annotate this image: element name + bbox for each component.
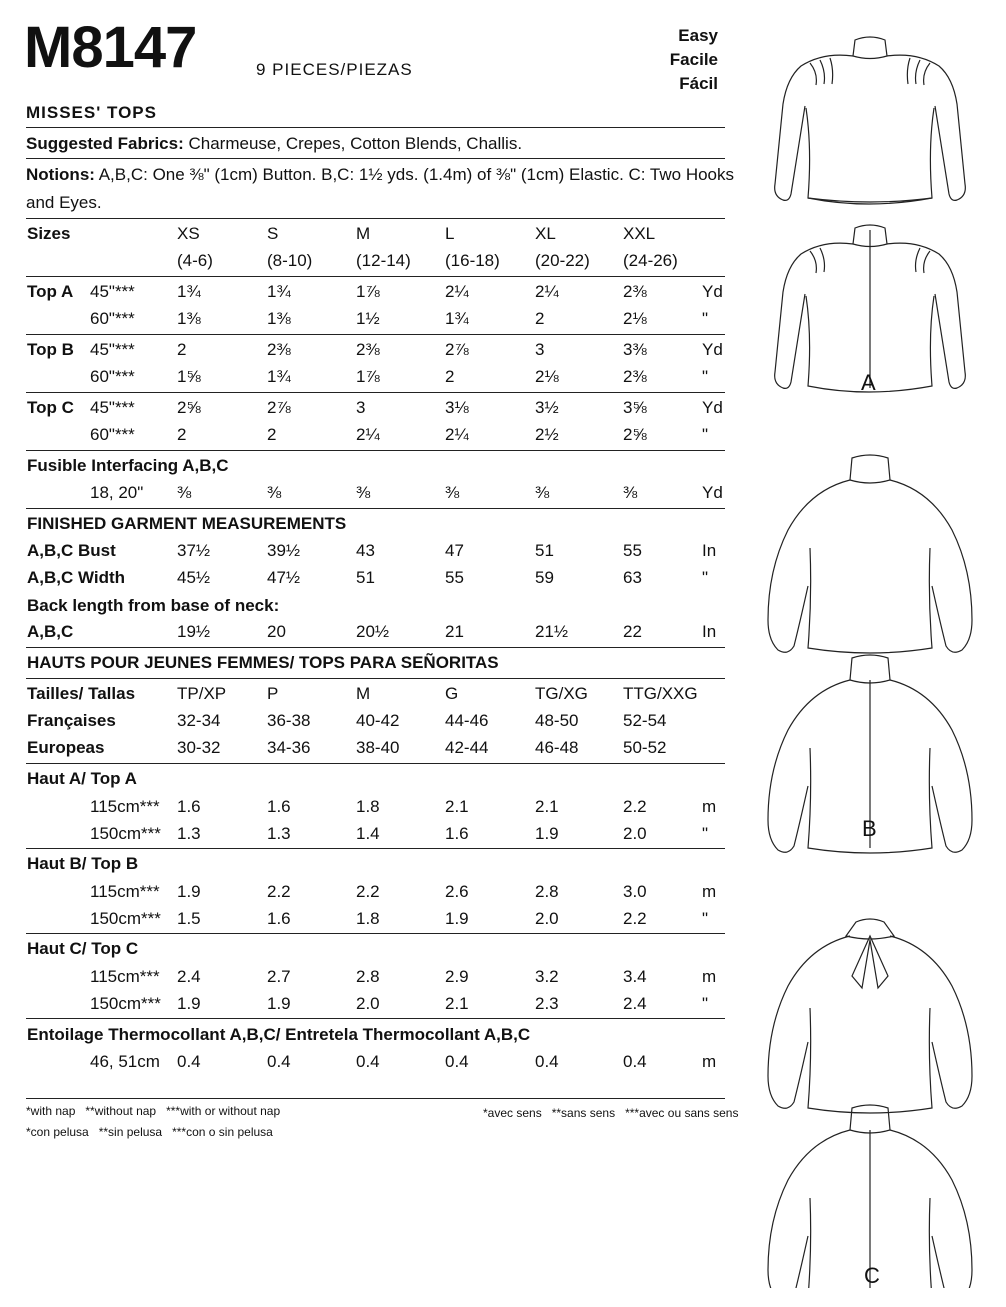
unit: Yd [702,483,723,502]
yardage-value-3: 1¾ [445,309,469,328]
yardage-value-1: 1¾ [267,367,291,386]
bust-value-5: 55 [623,541,642,560]
interfacing-value-3: ⅜ [445,483,460,502]
metric-value-4: 2.0 [535,909,559,928]
fabric-width: 60"*** [90,367,135,386]
footnote-en: *with nap **without nap ***with or without nap [26,1104,281,1118]
yardage-value-3: 3⅛ [445,398,469,417]
bust-value-4: 51 [535,541,554,560]
size-name: L [445,224,455,243]
unit: " [702,824,709,843]
metric-value-2: 1.8 [356,909,380,928]
metric-value-4: 1.9 [535,824,559,843]
unit: In [702,541,717,560]
metric-value-1: 1.3 [267,824,291,843]
europeas-value-4: 46-48 [535,738,579,757]
back-value-5: 22 [623,622,642,641]
fabric-width: 115cm*** [90,882,160,901]
unit: m [702,797,717,816]
metric-value-0: 1.9 [177,882,201,901]
francaises-value-3: 44-46 [445,711,489,730]
difficulty-en: Easy [678,26,718,45]
metric-value-5: 2.2 [623,909,647,928]
metric-value-3: 2.9 [445,967,469,986]
unit: Yd [702,398,723,417]
fabric-width: 115cm*** [90,967,160,986]
metric-value-4: 2.8 [535,882,559,901]
tailles-label: Tailles/ Tallas [27,684,136,703]
interfacing-value-0: ⅜ [177,483,192,502]
unit: m [702,1052,717,1071]
yardage-value-3: 2¼ [445,282,469,301]
tailles-value-0: TP/XP [177,684,227,703]
back-value-1: 20 [267,622,286,641]
yardage-value-0: 2⅝ [177,398,201,417]
width-value-1: 47½ [267,568,301,587]
unit: " [702,568,709,587]
yardage-value-2: 2⅜ [356,340,380,359]
europeas-value-2: 38-40 [356,738,400,757]
metric-title: HAUTS POUR JEUNES FEMMES/ TOPS PARA SEÑORITAS [27,653,499,672]
metric-value-4: 3.2 [535,967,559,986]
yardage-value-1: 2⅜ [267,340,291,359]
view-label-c: C [864,1263,880,1288]
metric-value-1: 2.7 [267,967,291,986]
back-length-label: Back length from base of neck: [27,596,280,615]
width-value-5: 63 [623,568,642,587]
unit: m [702,967,717,986]
size-name: XS [177,224,200,243]
yardage-value-0: 1¾ [177,282,201,301]
width-value-3: 55 [445,568,464,587]
fabric-width: 45"*** [90,398,135,417]
yardage-value-3: 2¼ [445,425,469,444]
unit: " [702,367,709,386]
yardage-value-4: 2 [535,309,545,328]
size-name: M [356,224,371,243]
entoilage-label: Entoilage Thermocollant A,B,C/ Entretela Thermocollant A,B,C [27,1025,531,1044]
metric-value-3: 2.1 [445,797,469,816]
top-a-back-sketch [775,225,966,392]
unit: " [702,994,709,1013]
yardage-value-2: 1⅞ [356,282,380,301]
back-value-4: 21½ [535,622,569,641]
width-value-4: 59 [535,568,554,587]
yardage-group-label: Top C [27,398,74,417]
fabric-width: 115cm*** [90,797,160,816]
metric-value-1: 1.6 [267,797,291,816]
europeas-value-0: 30-32 [177,738,221,757]
entoilage-value-5: 0.4 [623,1052,647,1071]
metric-value-1: 2.2 [267,882,291,901]
width-label: A,B,C Width [27,568,126,587]
fabric-width: 150cm*** [90,994,161,1013]
footnote-fr: *avec sens **sans sens ***avec ou sans sens [483,1106,739,1120]
unit: " [702,425,709,444]
yardage-group-label: Top B [27,340,74,359]
view-label-b: B [862,816,877,841]
yardage-value-4: 2¼ [535,282,559,301]
metric-value-0: 1.3 [177,824,201,843]
francaises-value-5: 52-54 [623,711,667,730]
back-label: A,B,C [27,622,74,641]
view-label-a: A [861,370,876,395]
tailles-value-2: M [356,684,371,703]
fabrics-text: Charmeuse, Crepes, Cotton Blends, Challis. [188,134,523,153]
back-value-0: 19½ [177,622,211,641]
size-name: XXL [623,224,656,243]
yardage-value-4: 3 [535,340,545,359]
yardage-value-2: 1½ [356,309,380,328]
fabric-width: 45"*** [90,282,135,301]
size-range: (4-6) [177,251,213,270]
metric-value-3: 2.1 [445,994,469,1013]
yardage-value-4: 2½ [535,425,559,444]
yardage-value-5: 3⅝ [623,398,647,417]
size-name: XL [535,224,556,243]
size-range: (8-10) [267,251,313,270]
unit: " [702,309,709,328]
europeas-value-1: 34-36 [267,738,311,757]
notions-line1: A,B,C: One ⅜" (1cm) Button. B,C: 1½ yds. (1.4m) of ⅜" (1cm) Elastic. C: Two Hooks [94,165,735,184]
metric-value-0: 1.5 [177,909,201,928]
metric-value-4: 2.3 [535,994,559,1013]
yardage-value-0: 1⅜ [177,309,201,328]
yardage-value-0: 2 [177,425,187,444]
metric-value-1: 1.9 [267,994,291,1013]
yardage-value-2: 3 [356,398,366,417]
fabric-width: 45"*** [90,340,135,359]
size-range: (16-18) [445,251,500,270]
back-value-2: 20½ [356,622,390,641]
interfacing-value-4: ⅜ [535,483,550,502]
bust-value-1: 39½ [267,541,301,560]
footnote-es: *con pelusa **sin pelusa ***con o sin pelusa [26,1125,273,1139]
metric-value-0: 1.6 [177,797,201,816]
yardage-value-4: 3½ [535,398,559,417]
interfacing-value-5: ⅜ [623,483,638,502]
metric-value-3: 1.9 [445,909,469,928]
metric-value-0: 1.9 [177,994,201,1013]
fabrics-label: Suggested Fabrics: [26,134,184,153]
top-a-front-sketch [775,37,966,204]
metric-value-2: 2.2 [356,882,380,901]
metric-value-2: 2.0 [356,994,380,1013]
francaises-value-4: 48-50 [535,711,579,730]
page-title: MISSES' TOPS [26,103,157,122]
size-range: (20-22) [535,251,590,270]
tailles-value-1: P [267,684,279,703]
europeas-label: Europeas [27,738,105,757]
unit: m [702,882,717,901]
yardage-value-5: 2⅛ [623,309,647,328]
top-b-front-sketch [768,455,972,653]
difficulty [598,24,718,96]
yardage-value-5: 2⅜ [623,282,647,301]
size-name: S [267,224,279,243]
width-value-0: 45½ [177,568,211,587]
yardage-group-label: Top A [27,282,74,301]
yardage-value-3: 2⅞ [445,340,469,359]
yardage-value-5: 3⅜ [623,340,647,359]
suggested-fabrics [26,134,522,154]
yardage-value-4: 2⅛ [535,367,559,386]
yardage-value-1: 2 [267,425,277,444]
top-c-front-sketch [768,919,972,1113]
yardage-value-2: 2¼ [356,425,380,444]
yardage-value-5: 2⅜ [623,367,647,386]
francaises-value-2: 40-42 [356,711,400,730]
fabric-width: 60"*** [90,309,135,328]
metric-value-3: 1.6 [445,824,469,843]
unit: " [702,909,709,928]
entoilage-value-3: 0.4 [445,1052,469,1071]
metric-value-0: 2.4 [177,967,201,986]
europeas-value-3: 42-44 [445,738,489,757]
metric-group-label: Haut C/ Top C [27,939,139,958]
metric-value-3: 2.6 [445,882,469,901]
size-range: (24-26) [623,251,678,270]
yardage-value-2: 1⅞ [356,367,380,386]
unit: Yd [702,282,723,301]
yardage-value-0: 2 [177,340,187,359]
francaises-value-1: 36-38 [267,711,311,730]
back-value-3: 21 [445,622,464,641]
interfacing-label: Fusible Interfacing A,B,C [27,456,229,475]
interfacing-value-1: ⅜ [267,483,282,502]
francaises-label: Françaises [27,711,116,730]
bust-value-2: 43 [356,541,375,560]
metric-value-5: 2.2 [623,797,647,816]
notions-line2: and Eyes. [26,193,102,212]
interfacing-value-2: ⅜ [356,483,371,502]
yardage-value-5: 2⅝ [623,425,647,444]
notions-label: Notions: [26,165,95,184]
metric-value-5: 2.0 [623,824,647,843]
metric-value-5: 2.4 [623,994,647,1013]
notions [26,165,734,185]
entoilage-width: 46, 51cm [90,1052,160,1071]
pattern-number: M8147 [24,15,197,80]
top-c-back-sketch [768,1105,972,1288]
yardage-value-3: 2 [445,367,455,386]
francaises-value-0: 32-34 [177,711,221,730]
pieces-count: 9 PIECES/PIEZAS [256,60,413,79]
metric-value-2: 2.8 [356,967,380,986]
sizes-label: Sizes [27,224,71,243]
bust-label: A,B,C Bust [27,541,116,560]
yardage-value-1: 1⅜ [267,309,291,328]
tailles-value-3: G [445,684,459,703]
yardage-value-1: 1¾ [267,282,291,301]
metric-value-2: 1.4 [356,824,380,843]
metric-value-1: 1.6 [267,909,291,928]
metric-value-5: 3.0 [623,882,647,901]
metric-group-label: Haut B/ Top B [27,854,139,873]
difficulty-es: Fácil [679,74,718,93]
entoilage-value-4: 0.4 [535,1052,559,1071]
europeas-value-5: 50-52 [623,738,667,757]
metric-value-4: 2.1 [535,797,559,816]
entoilage-value-2: 0.4 [356,1052,380,1071]
unit: Yd [702,340,723,359]
entoilage-value-1: 0.4 [267,1052,291,1071]
metric-value-5: 3.4 [623,967,647,986]
garment-illustrations [760,18,980,1288]
yardage-value-1: 2⅞ [267,398,291,417]
size-range: (12-14) [356,251,411,270]
tailles-value-4: TG/XG [535,684,588,703]
tailles-value-5: TTG/XXG [623,684,698,703]
metric-group-label: Haut A/ Top A [27,769,137,788]
entoilage-value-0: 0.4 [177,1052,201,1071]
fabric-width: 150cm*** [90,909,161,928]
fabric-width: 60"*** [90,425,135,444]
metric-value-2: 1.8 [356,797,380,816]
bust-value-0: 37½ [177,541,211,560]
fabric-width: 150cm*** [90,824,161,843]
interfacing-width: 18, 20" [90,483,144,502]
unit: In [702,622,717,641]
width-value-2: 51 [356,568,375,587]
difficulty-fr: Facile [669,50,718,69]
bust-value-3: 47 [445,541,464,560]
yardage-value-0: 1⅝ [177,367,201,386]
finished-title: FINISHED GARMENT MEASUREMENTS [27,514,347,533]
